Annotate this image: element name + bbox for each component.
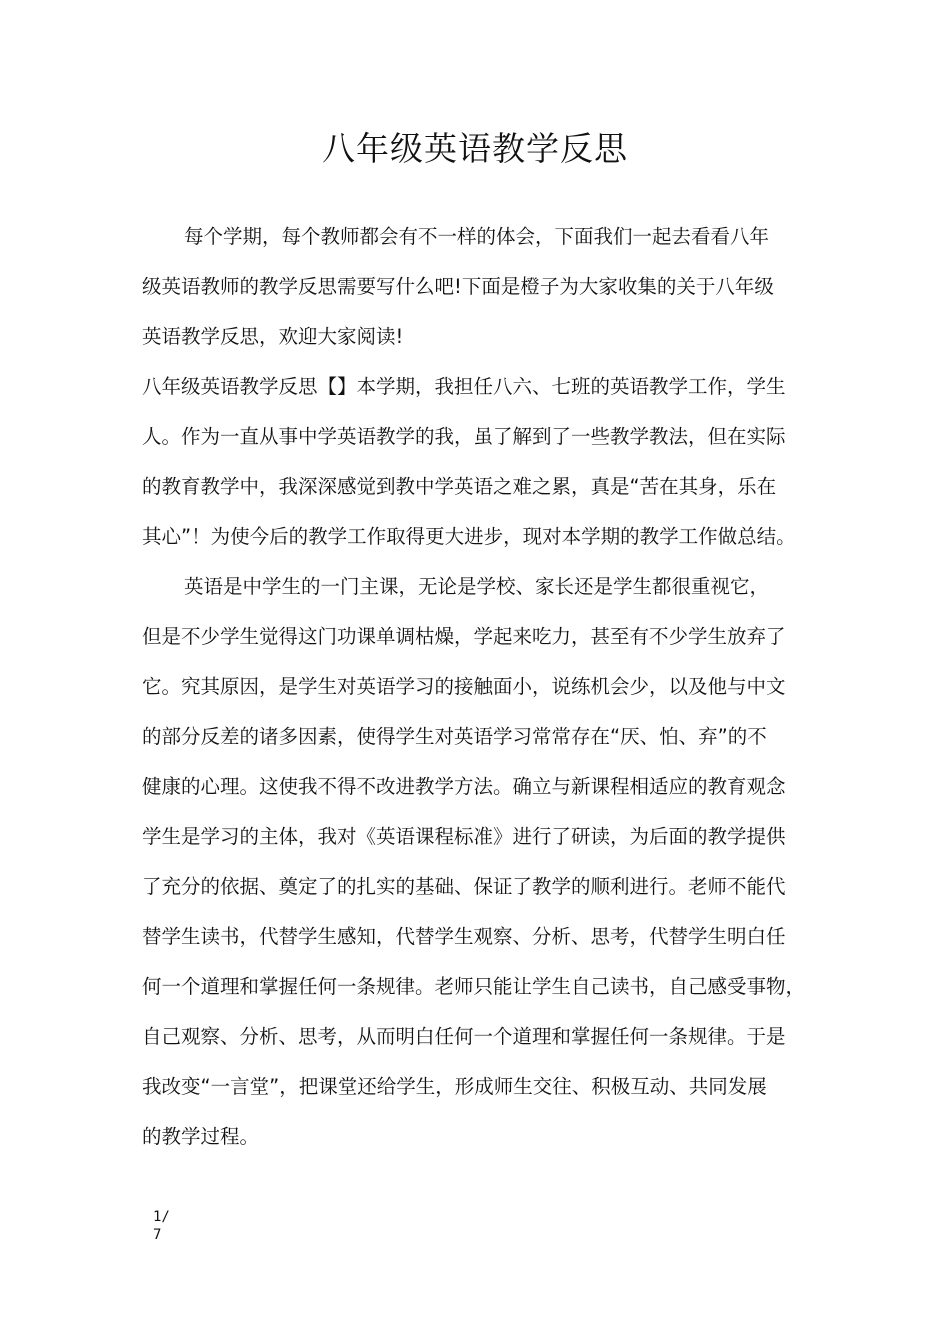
text-line: 自己观察、分析、思考，从而明白任何一个道理和掌握任何一条规律。于是 [142,1025,786,1048]
text-line: 每个学期，每个教师都会有不一样的体会，下面我们一起去看看八年 [184,225,770,248]
text-line: 英语是中学生的一门主课，无论是学校、家长还是学生都很重视它， [184,575,770,598]
text-line: 八年级英语教学反思【】本学期，我担任八六、七班的英语教学工作，学生 [142,375,786,398]
text-line: 我改变“一言堂”，把课堂还给学生，形成师生交往、积极互动、共同发展 [142,1075,767,1098]
document-title: 八年级英语教学反思 [322,129,628,168]
text-line: 级英语教师的教学反思需要写什么吧!下面是橙子为大家收集的关于八年级 [142,275,774,298]
page-number-current: 1/ [153,1209,170,1225]
text-line: 人。作为一直从事中学英语教学的我，虽了解到了一些教学教法，但在实际 [142,425,786,448]
page-number [153,1208,170,1244]
text-line: 其心”！为使今后的教学工作取得更大进步，现对本学期的教学工作做总结。 [142,525,796,548]
text-line: 的部分反差的诸多因素，使得学生对英语学习常常存在“厌、怕、弃”的不 [142,725,767,748]
document-body [142,222,814,1172]
text-line: 但是不少学生觉得这门功课单调枯燥，学起来吃力，甚至有不少学生放弃了 [142,625,786,648]
text-line: 的教学过程。 [142,1125,260,1148]
text-line: 替学生读书，代替学生感知，代替学生观察、分析、思考，代替学生明白任 [142,925,786,948]
text-line: 学生是学习的主体，我对《英语课程标准》进行了研读，为后面的教学提供 [142,825,786,848]
page-number-total: 7 [153,1227,162,1243]
text-line: 它。究其原因，是学生对英语学习的接触面小，说练机会少，以及他与中文 [142,675,786,698]
text-line: 英语教学反思，欢迎大家阅读! [142,325,404,348]
text-line: 的教育教学中，我深深感觉到教中学英语之难之累，真是“苦在其身，乐在 [142,475,777,498]
text-line: 何一个道理和掌握任何一条规律。老师只能让学生自己读书，自己感受事物， [142,975,806,998]
text-line: 了充分的依据、奠定了的扎实的基础、保证了教学的顺利进行。老师不能代 [142,875,786,898]
text-line: 健康的心理。这使我不得不改进教学方法。确立与新课程相适应的教育观念 [142,775,786,798]
